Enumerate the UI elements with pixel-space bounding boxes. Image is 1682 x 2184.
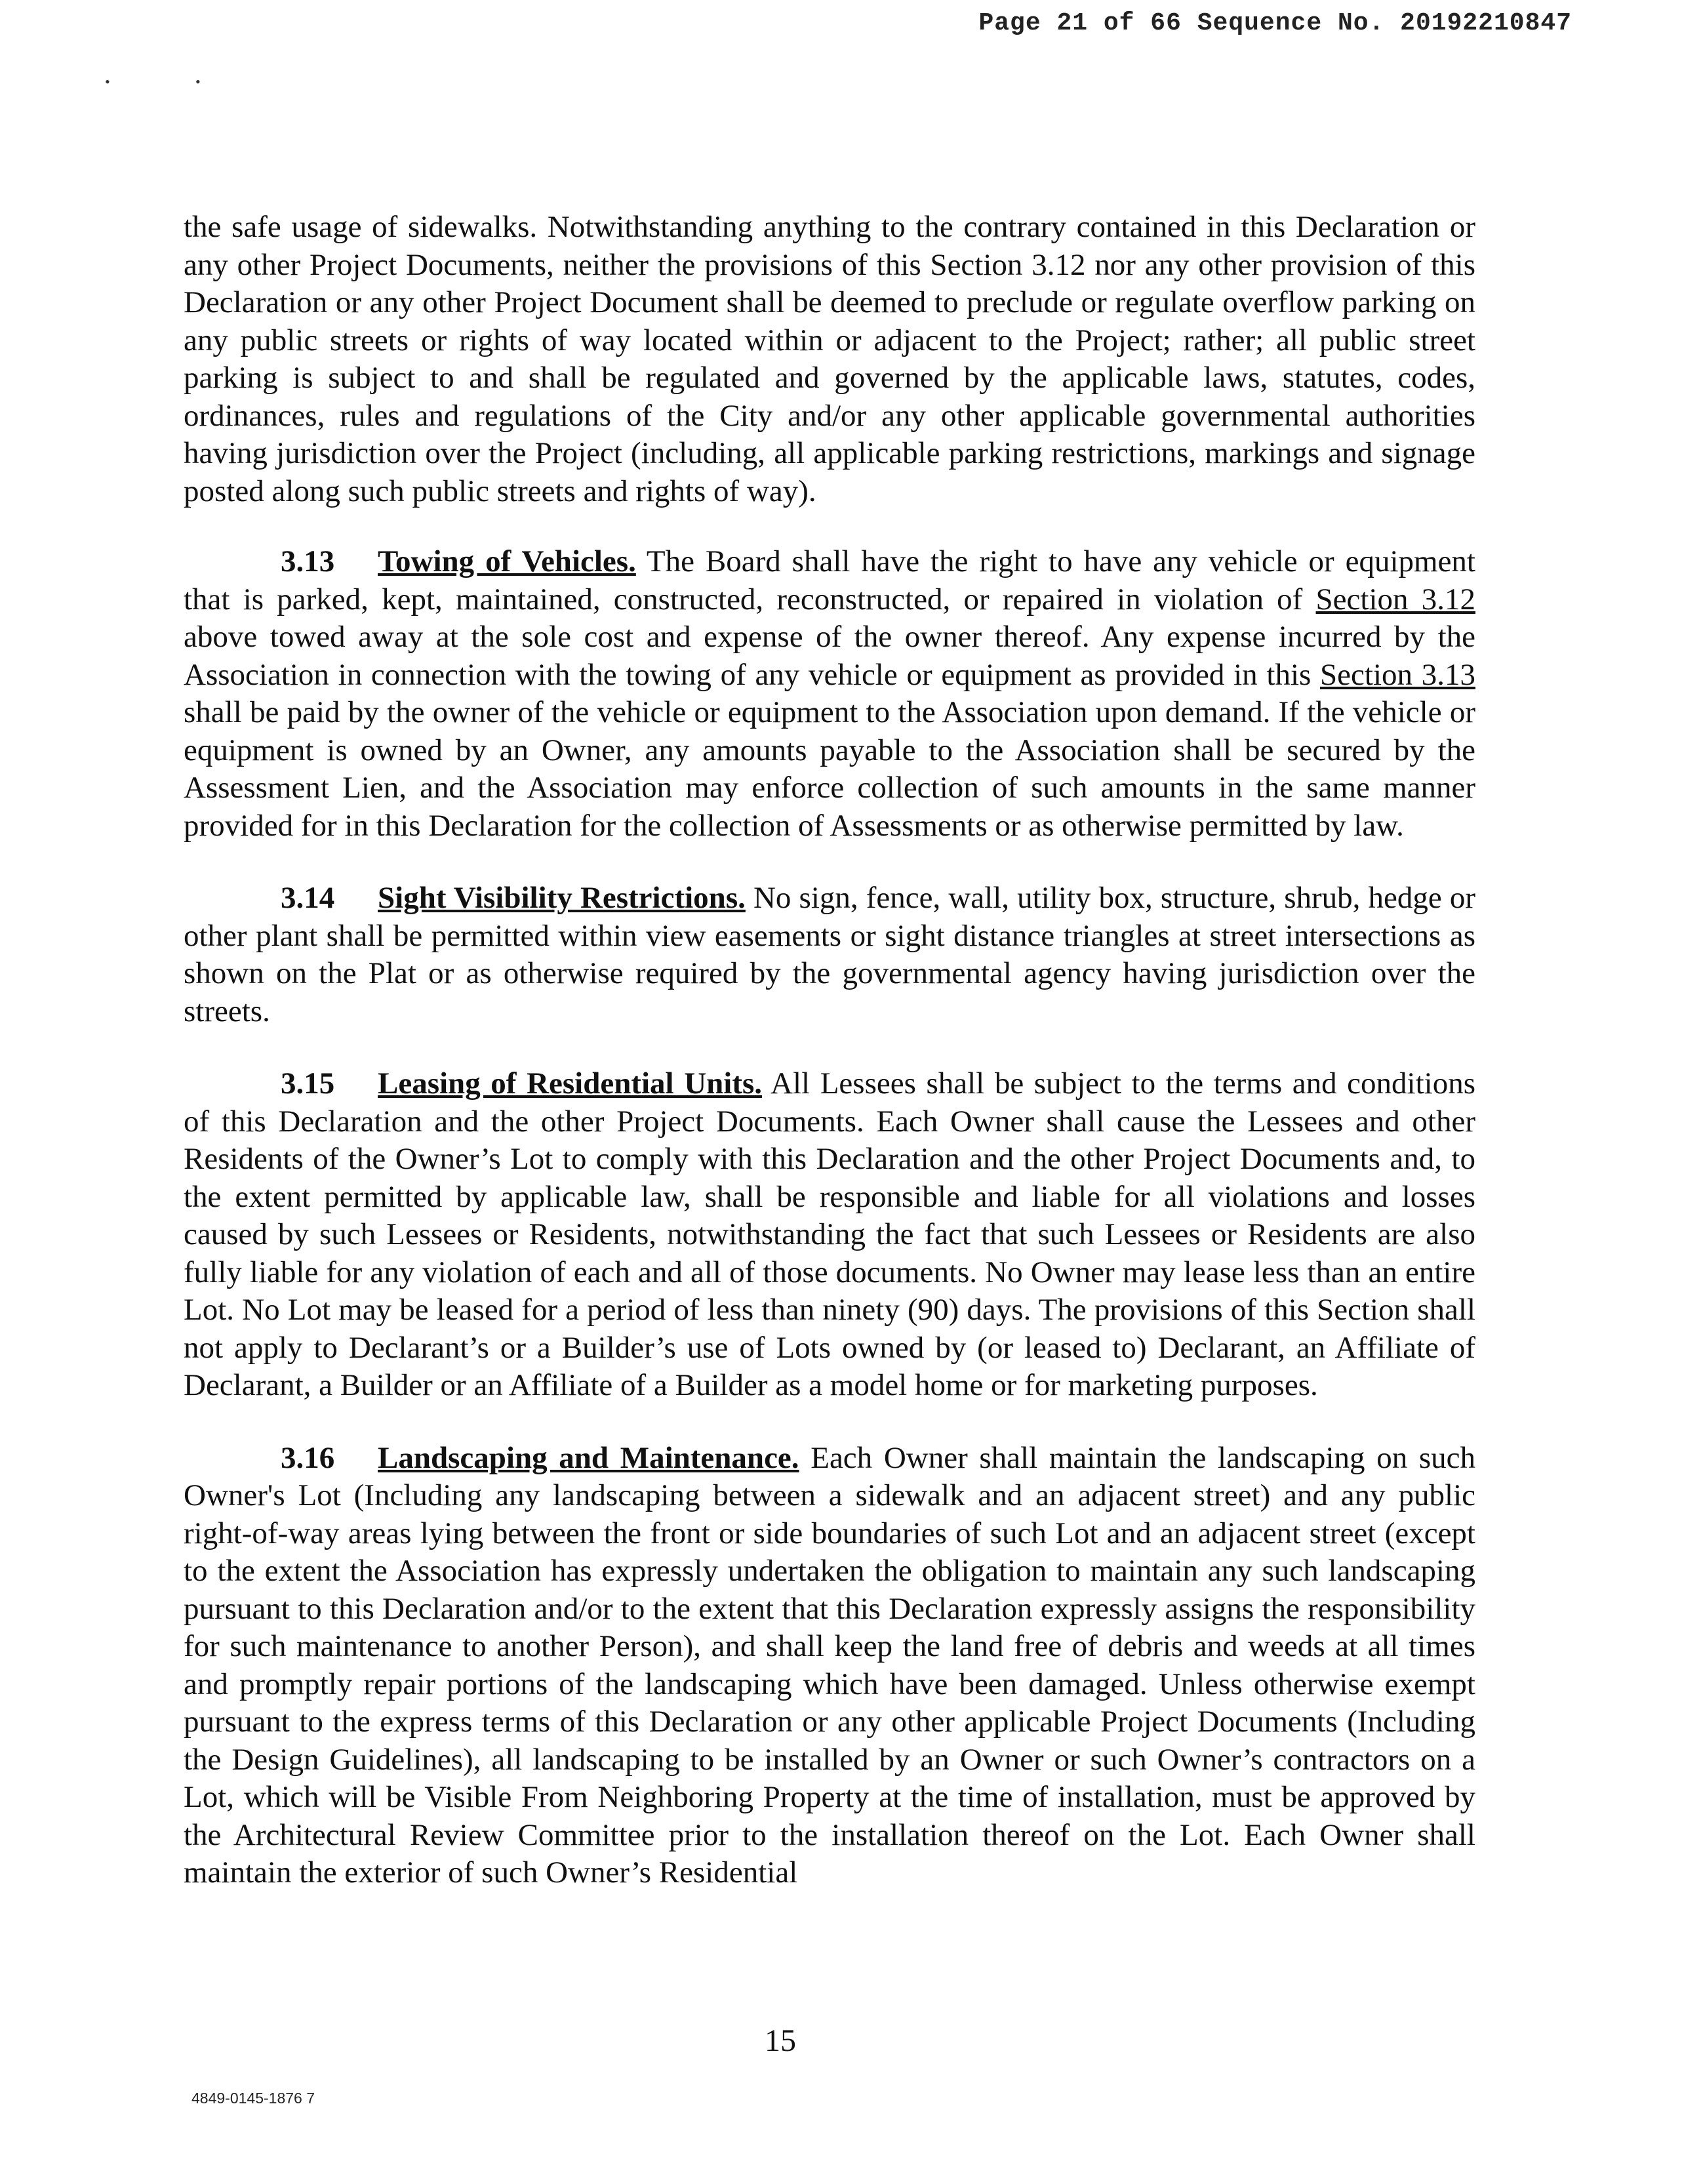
page-number: 15 bbox=[765, 2023, 796, 2058]
paragraph-continued: the safe usage of sidewalks. Notwithstanding anything to the contrary contained in this Declaration or any other Project Documents, neither the provisions of this Section 3.12 nor any other provision of this Declaration or any other Project Document shall be deemed to preclude or regulate overflow parking on any public streets or rights of way located within or adjacent to the Project; rather; all public street parking is subject to and shall be regulated and governed by the applicable laws, statutes, codes, ordinances, rules and regulations of the City and/or any other applicable governmental authorities having jurisdiction over the Project (including, all applicable parking restrictions, markings and signage posted along such public streets and rights of way). bbox=[184, 210, 1475, 508]
section-title: Sight Visibility Restrictions. bbox=[378, 881, 746, 915]
section-3-15 bbox=[184, 1065, 1475, 1405]
section-number: 3.15 bbox=[281, 1066, 335, 1101]
section-number: 3.14 bbox=[281, 881, 335, 915]
section-text: shall be paid by the owner of the vehicle or equipment to the Association upon demand. If the vehicle or equipment is owned by an Owner, any amounts payable to the Association shall be secured by the Assessment Lien, and the Association may enforce collection of such amounts in the same manner provided for in this Declaration for the collection of Assessments or as otherwise permitted by law. bbox=[184, 695, 1475, 843]
section-reference: Section 3.13 bbox=[1320, 657, 1475, 692]
section-3-13 bbox=[184, 543, 1475, 845]
page-header: Page 21 of 66 Sequence No. 20192210847 bbox=[978, 9, 1572, 37]
scan-mark-right: • bbox=[195, 73, 201, 90]
section-3-14 bbox=[184, 880, 1475, 1030]
section-number: 3.16 bbox=[281, 1440, 335, 1475]
section-title: Towing of Vehicles. bbox=[378, 544, 636, 578]
section-text: All Lessees shall be subject to the terms and conditions of this Declaration and the other Project Documents. Each Owner shall cause the Lessees and other Residents of the Owner’s Lot to comply with this Declaration and the other Project Documents and, to the extent permitted by applicable law, shall be responsible and liable for all violations and losses caused by such Lessees or Residents, notwithstanding the fact that such Lessees or Residents are also fully liable for any violation of each and all of those documents. No Owner may lease less than an entire Lot. No Lot may be leased for a period of less than ninety (90) days. The provisions of this Section shall not apply to Declarant’s or a Builder’s use of Lots owned by (or leased to) Declarant, an Affiliate of Declarant, a Builder or an Affiliate of a Builder as a model home or for marketing purposes. bbox=[184, 1066, 1476, 1402]
scan-mark-left: • bbox=[105, 73, 110, 90]
section-text: No sign, fence, wall, utility box, structure, shrub, hedge or other plant shall be permitted within view easements or sight distance triangles at street intersections as shown on the Plat or as otherwise required by the governmental agency having jurisdiction over the streets. bbox=[184, 881, 1475, 1028]
section-title: Leasing of Residential Units. bbox=[378, 1066, 763, 1101]
section-title: Landscaping and Maintenance. bbox=[378, 1440, 799, 1475]
section-number: 3.13 bbox=[281, 544, 335, 578]
section-text: The Board shall have the right to have any vehicle or equipment that is parked, kept, maintained, constructed, reconstructed, or repaired in violation of bbox=[184, 544, 1475, 617]
section-3-16 bbox=[184, 1440, 1475, 1892]
document-body bbox=[184, 209, 1475, 1927]
section-text: above towed away at the sole cost and expense of the owner thereof. Any expense incurred by the Association in connection with the towing of any vehicle or equipment as provided in this bbox=[184, 620, 1475, 692]
section-reference: Section 3.12 bbox=[1315, 582, 1475, 617]
document-id: 4849-0145-1876 7 bbox=[191, 2090, 315, 2107]
section-text: Each Owner shall maintain the landscaping on such Owner's Lot (Including any landscaping between a sidewalk and an adjacent street) and any public right-of-way areas lying between the front or side boundaries of such Lot and an adjacent street (except to the extent the Association has expressly undertaken the obligation to maintain any such landscaping pursuant to this Declaration and/or to the extent that this Declaration expressly assigns the responsibility for such maintenance to another Person), and shall keep the land free of debris and weeds at all times and promptly repair portions of the landscaping which have been damaged. Unless otherwise exempt pursuant to the express terms of this Declaration or any other applicable Project Documents (Including the Design Guidelines), all landscaping to be installed by an Owner or such Owner’s contractors on a Lot, which will be Visible From Neighboring Property at the time of installation, must be approved by the Architectural Review Committee prior to the installation thereof on the Lot. Each Owner shall maintain the exterior of such Owner’s Residential bbox=[184, 1440, 1476, 1890]
